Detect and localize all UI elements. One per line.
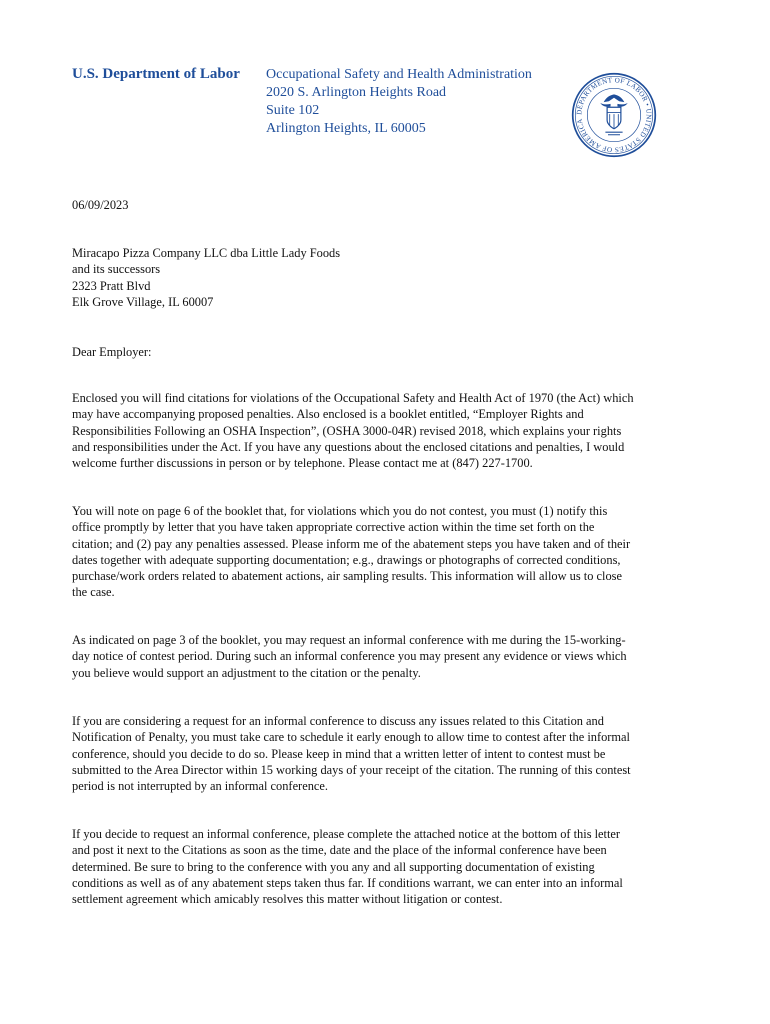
paragraph-abatement — [72, 503, 712, 601]
recipient-street: 2323 Pratt Blvd — [72, 278, 151, 293]
paragraph-informal-conference — [72, 632, 712, 681]
letter-date: 06/09/2023 — [72, 198, 129, 212]
salutation: Dear Employer: — [72, 345, 152, 359]
text-line: You will note on page 6 of the booklet that, for violations which you do not contest, you must (1) notify this — [72, 504, 608, 518]
recipient-city: Elk Grove Village, IL 60007 — [72, 294, 214, 309]
text-line: Notification of Penalty, you must take care to schedule it early enough to allow time to contest after the informal — [72, 730, 630, 745]
text-line: submitted to the Area Director within 15 working days of your receipt of the citation. The running of this contest — [72, 762, 631, 777]
text-line: purchase/work orders related to abatement actions, air sampling results. This information will allow us to close — [72, 569, 622, 584]
paragraph-posting-notice — [72, 826, 712, 907]
paragraph-contest-timing — [72, 713, 712, 794]
text-line: If you decide to request an informal conference, please complete the attached notice at the bottom of this letter — [72, 827, 621, 841]
paragraph-citations-enclosed — [72, 390, 712, 471]
recipient-address — [72, 245, 712, 310]
text-line: settlement agreement which amicably resolves this matter without litigation or contest. — [72, 892, 503, 907]
seal-text: DEPARTMENT OF LABOR • UNITED STATES OF AMERICA — [575, 76, 653, 154]
text-line: conference, should you decide to do so. Please keep in mind that a written letter of intent to contest must be — [72, 746, 606, 761]
letterhead — [72, 66, 712, 156]
text-line: Responsibilities Following an OSHA Inspection”, (OSHA 3000-04R) revised 2018, which explains your rights — [72, 423, 622, 438]
text-line: conditions as well as of any abatement steps taken thus far. If conditions warrant, we can enter into an informal — [72, 875, 623, 890]
text-line: may have accompanying proposed penalties. Also enclosed is a booklet entitled, “Employer Rights and — [72, 407, 584, 422]
recipient-name: Miracapo Pizza Company LLC dba Little Lady Foods — [72, 246, 341, 260]
text-line: As indicated on page 3 of the booklet, you may request an informal conference with me during the 15-working- — [72, 633, 626, 647]
text-line: and post it next to the Citations as soon as the time, date and the place of the informal conference have been — [72, 843, 607, 858]
text-line: and responsibilities under the Act. If you have any questions about the enclosed citations and penalties, I would — [72, 439, 625, 454]
text-line: you believe would support an adjustment to the citation or the penalty. — [72, 665, 421, 680]
recipient-successors: and its successors — [72, 262, 161, 277]
agency-address — [266, 66, 532, 138]
text-line: office promptly by letter that you have taken appropriate corrective action within the time set forth on the — [72, 520, 595, 535]
agency-name: Occupational Safety and Health Administration — [266, 67, 532, 82]
text-line: determined. Be sure to bring to the conference with you any and all supporting documentation of existing — [72, 859, 595, 874]
text-line: the case. — [72, 585, 115, 600]
text-line: period is not interrupted by an informal conference. — [72, 779, 328, 794]
dol-seal-icon — [571, 72, 657, 158]
agency-city: Arlington Heights, IL 60005 — [266, 121, 426, 136]
department-name: U.S. Department of Labor — [72, 66, 240, 82]
text-line: dates together with adequate supporting documentation; e.g., drawings or photographs of corrected conditions, — [72, 552, 621, 567]
agency-suite: Suite 102 — [266, 103, 320, 118]
text-line: Enclosed you will find citations for violations of the Occupational Safety and Health Act of 1970 (the Act) which — [72, 391, 634, 405]
agency-street: 2020 S. Arlington Heights Road — [266, 85, 447, 100]
text-line: day notice of contest period. During such an informal conference you may present any evidence or views which — [72, 649, 627, 664]
text-line: citation; and (2) pay any penalties assessed. Please inform me of the abatement steps you have taken and of their — [72, 536, 631, 551]
text-line: If you are considering a request for an informal conference to discuss any issues related to this Citation and — [72, 714, 604, 728]
text-line: welcome further discussions in person or by telephone. Please contact me at (847) 227-1700. — [72, 456, 533, 471]
